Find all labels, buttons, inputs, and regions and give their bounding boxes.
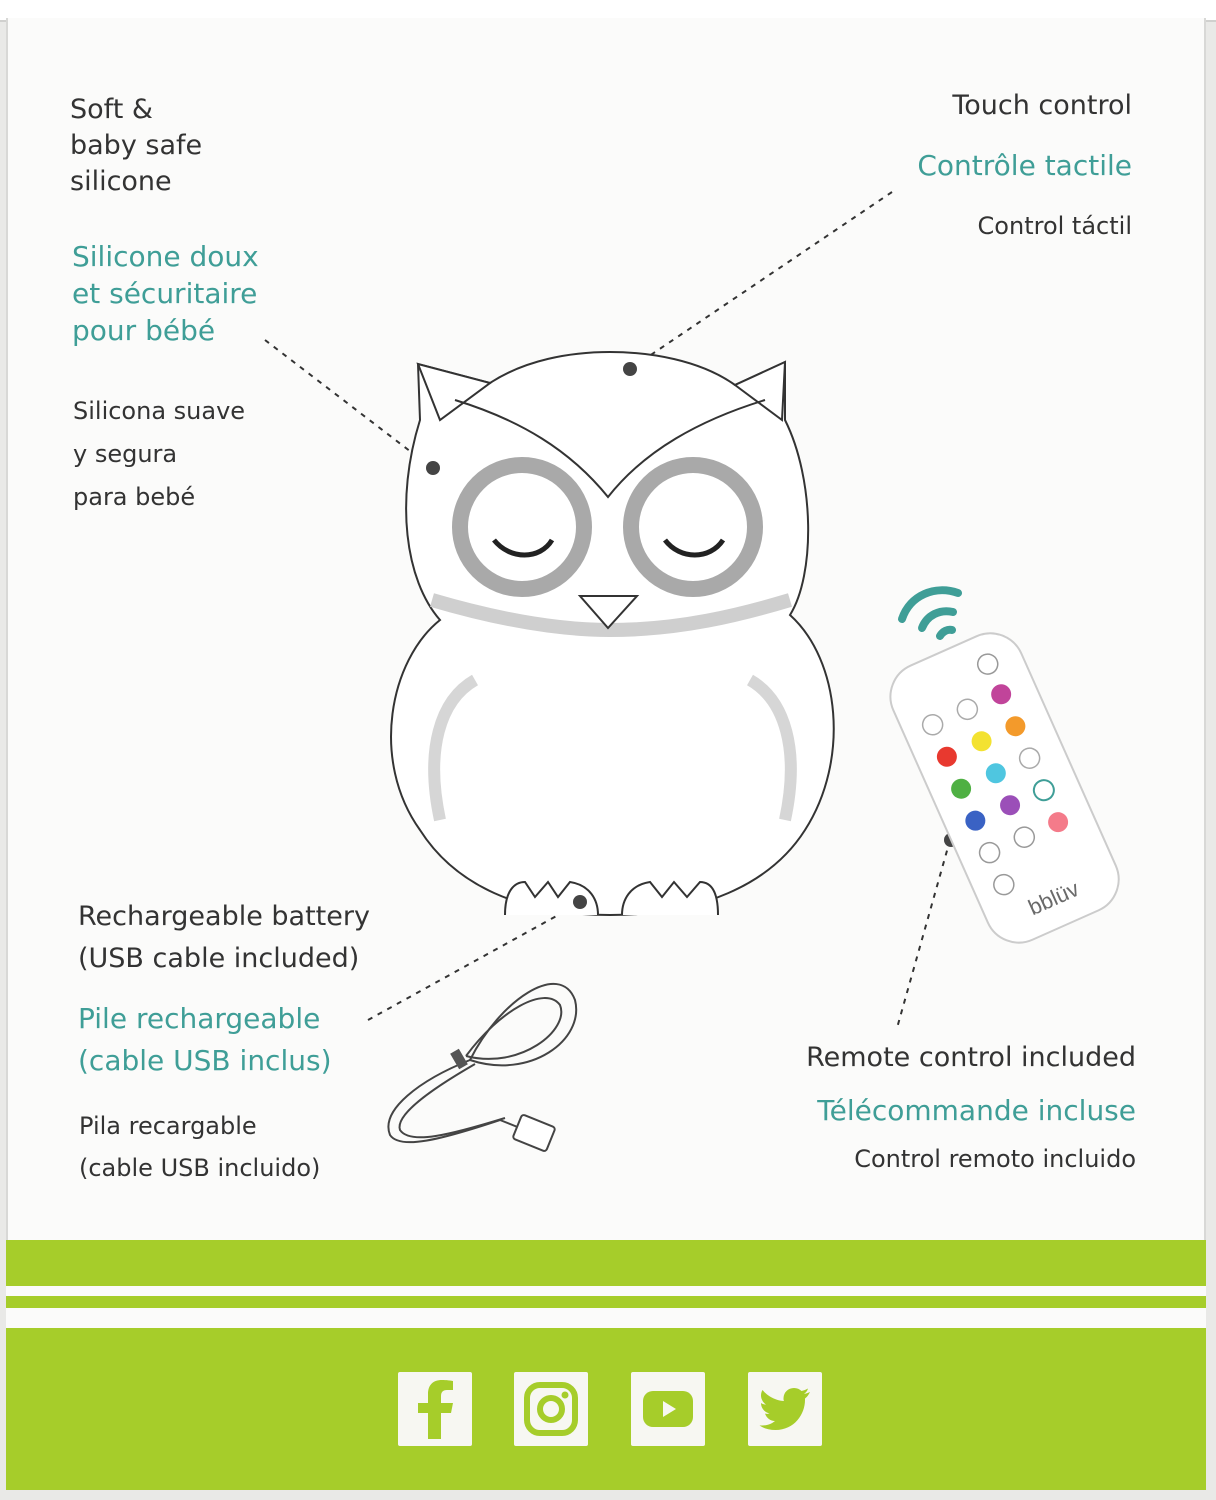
battery-es: Pila recargable (cable USB incluido) [79,1112,321,1182]
band-stripe-1 [6,1286,1206,1296]
battery-fr: Pile rechargeable (cable USB inclus) [78,1002,332,1077]
remote-en: Remote control included [806,1042,1136,1073]
facebook-icon [398,1372,472,1446]
silicone-es: Silicona suave y segura para bebé [73,397,246,512]
twitter-icon [748,1372,822,1446]
touch-en: Touch control [952,90,1132,121]
touch-es: Control táctil [977,212,1132,240]
silicone-fr: Silicone doux et sécuritaire pour bébé [72,240,259,348]
remote-brand-logo: bblüv [1024,875,1083,921]
cable-tie [450,1049,468,1070]
remote-body [880,622,1130,953]
brand-green-band [6,1240,1206,1490]
remote-fr: Télécommande incluse [817,1094,1136,1127]
instagram-icon [514,1372,588,1446]
owl-right-foot [622,882,718,915]
youtube-icon [631,1372,705,1446]
leader-dot-battery [573,895,587,909]
touch-fr: Contrôle tactile [917,149,1132,182]
leader-dot-silicone [426,461,440,475]
leader-line-remote [897,840,950,1028]
leader-dot-touch [623,362,637,376]
remote-es: Control remoto incluido [854,1145,1136,1173]
usb-plug [512,1114,555,1152]
cable-loop-3 [466,998,561,1059]
remote-control [880,622,1130,953]
owl-nightlight [391,352,834,915]
battery-en: Rechargeable battery (USB cable included) [78,901,370,974]
silicone-en: Soft & baby safe silicone [70,94,203,197]
band-stripe-2 [6,1308,1206,1328]
wireless-signal-icon [902,590,958,636]
